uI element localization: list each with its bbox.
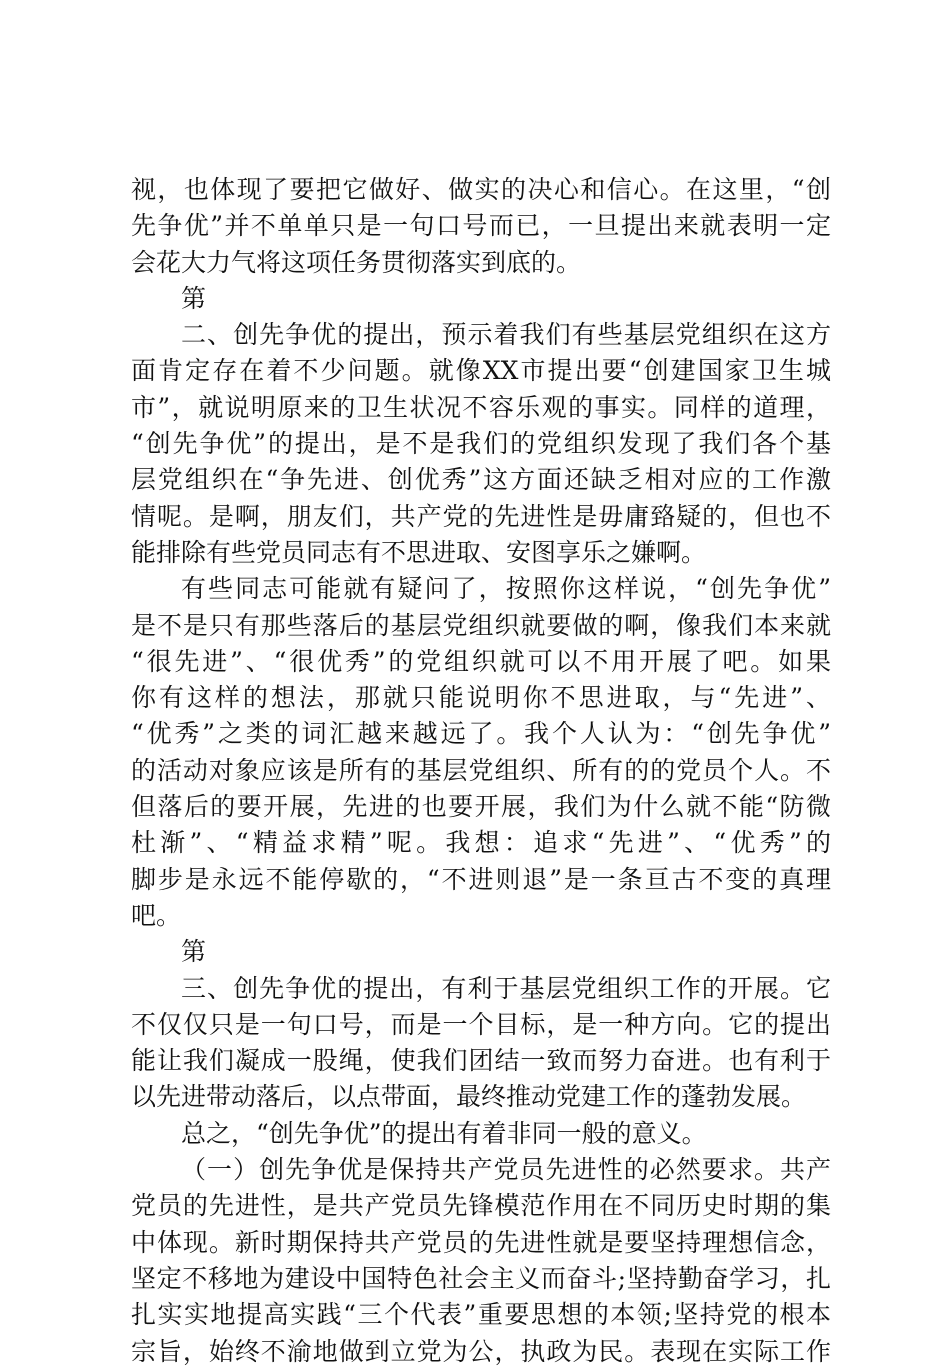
text-line: 三、创先争优的提出，有利于基层党组织工作的开展。它	[181, 973, 831, 1003]
text-line: 第	[181, 283, 207, 313]
text-line: 先争优”并不单单只是一句口号而已，一旦提出来就表明一定	[131, 211, 831, 241]
text-line: 总之，“创先争优”的提出有着非同一般的意义。	[181, 1118, 707, 1148]
text-line: 有些同志可能就有疑问了，按照你这样说，“创先争优”	[181, 574, 831, 604]
text-line: 二、创先争优的提出，预示着我们有些基层党组织在这方	[181, 320, 831, 350]
text-line: 不仅仅只是一句口号，而是一个目标，是一种方向。它的提出	[131, 1009, 831, 1039]
text-line: 党员的先进性，是共产党员先锋模范作用在不同历史时期的集	[131, 1191, 831, 1221]
text-line: 情呢。是啊，朋友们，共产党的先进性是毋庸臵疑的，但也不	[131, 501, 831, 531]
text-line: 会花大力气将这项任务贯彻落实到底的。	[131, 247, 582, 277]
text-line: 第	[181, 937, 207, 967]
document-body	[131, 172, 831, 1370]
text-line: 中体现。新时期保持共产党员的先进性就是要坚持理想信念，	[131, 1227, 831, 1257]
text-line: “优秀”之类的词汇越来越远了。我个人认为：“创先争优”	[131, 719, 831, 749]
text-line: 你有这样的想法，那就只能说明你不思进取，与“先进”、	[131, 683, 831, 713]
text-line: （一）创先争优是保持共产党员先进性的必然要求。共产	[181, 1155, 831, 1185]
text-line: 的活动对象应该是所有的基层党组织、所有的的党员个人。不	[131, 755, 831, 785]
text-line: 但落后的要开展，先进的也要开展，我们为什么就不能“防微	[131, 792, 831, 822]
text-line: 脚步是永远不能停歇的，“不进则退”是一条亘古不变的真理	[131, 864, 831, 894]
text-line: 能让我们凝成一股绳，使我们团结一致而努力奋进。也有利于	[131, 1046, 831, 1076]
text-line: 视，也体现了要把它做好、做实的决心和信心。在这里，“创	[131, 175, 831, 204]
text-line: 层党组织在“争先进、创优秀”这方面还缺乏相对应的工作激	[131, 465, 831, 495]
text-line: 扎实实地提高实践“三个代表”重要思想的本领;坚持党的根本	[131, 1300, 831, 1330]
text-line: 以先进带动落后，以点带面，最终推动党建工作的蓬勃发展。	[131, 1082, 807, 1112]
text-line: 坚定不移地为建设中国特色社会主义而奋斗;坚持勤奋学习，扎	[131, 1263, 831, 1293]
text-line: 市”，就说明原来的卫生状况不容乐观的事实。同样的道理，	[131, 392, 831, 422]
text-line: “创先争优”的提出，是不是我们的党组织发现了我们各个基	[131, 429, 831, 459]
text-line: 面肯定存在着不少问题。就像XX市提出要“创建国家卫生城	[131, 356, 831, 386]
text-line: 能排除有些党员同志有不思进取、安图享乐之嫌啊。	[131, 537, 707, 567]
text-line: 吧。	[131, 900, 182, 930]
text-line: “很先进”、“很优秀”的党组织就可以不用开展了吧。如果	[131, 646, 831, 676]
text-line: 是不是只有那些落后的基层党组织就要做的啊，像我们本来就	[131, 610, 831, 640]
text-line: 杜渐”、“精益求精”呢。我想：追求“先进”、“优秀”的	[131, 828, 831, 858]
text-line: 宗旨，始终不渝地做到立党为公，执政为民。表现在实际工作	[131, 1336, 831, 1366]
